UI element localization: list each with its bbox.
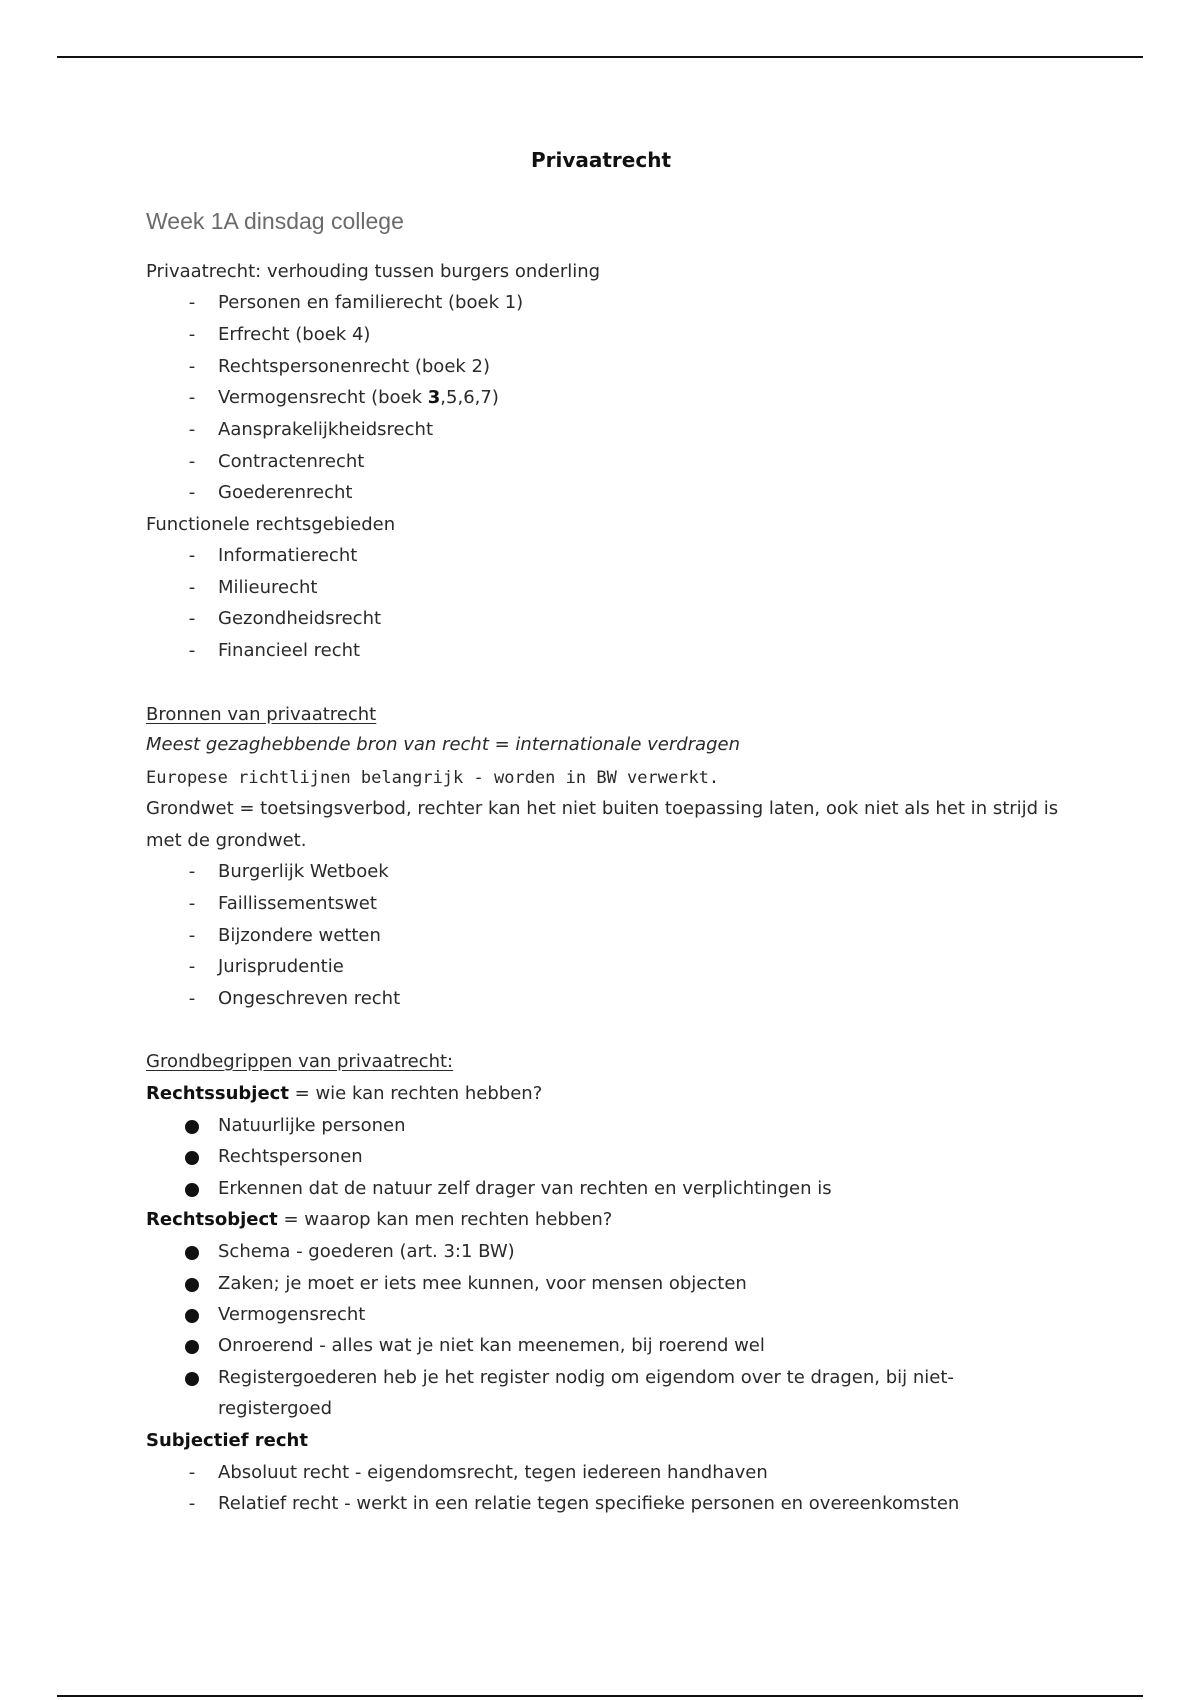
list-item: Onroerend - alles wat je niet kan meenemen, bij roerend wel (218, 1334, 765, 1358)
bottom-rule (57, 1695, 1143, 1697)
list-item: - Faillissementswet (218, 892, 377, 916)
list-item: - Absoluut recht - eigendomsrecht, tegen iedereen handhaven (218, 1461, 768, 1485)
section2-heading: Bronnen van privaatrecht (146, 704, 377, 725)
list-item: Registergoederen heb je het register nodig om eigendom over te dragen, bij niet- (218, 1366, 954, 1390)
dash-marker: - (188, 988, 196, 1009)
week-heading: Week 1A dinsdag college (146, 208, 404, 234)
bullet-icon (185, 1151, 199, 1165)
subjectief-heading: Subjectief recht (146, 1430, 308, 1451)
list-item: Natuurlijke personen (218, 1114, 406, 1138)
mono-line: Europese richtlijnen belangrijk - worden in BW verwerkt. (146, 768, 720, 788)
list-item: - Vermogensrecht (boek 3,5,6,7) (218, 386, 499, 410)
list-item: Vermogensrecht (218, 1303, 365, 1327)
list-item: Schema - goederen (art. 3:1 BW) (218, 1240, 515, 1264)
list-item: - Ongeschreven recht (218, 987, 400, 1011)
dash-marker: - (188, 925, 196, 946)
rechtssubject-line: Rechtssubject = wie kan rechten hebben? (146, 1083, 543, 1104)
dash-marker: - (188, 356, 196, 377)
list-item: - Goederenrecht (218, 481, 352, 505)
list-item: - Bijzondere wetten (218, 924, 381, 948)
list-item-continuation: registergoed (218, 1398, 333, 1419)
list-item: - Rechtspersonenrecht (boek 2) (218, 355, 490, 379)
list-item: - Financieel recht (218, 639, 360, 663)
list-item: Rechtspersonen (218, 1145, 363, 1169)
dash-marker: - (188, 324, 196, 345)
dash-marker: - (188, 893, 196, 914)
list-item: - Jurisprudentie (218, 955, 344, 979)
dash-marker: - (188, 545, 196, 566)
italic-line: Meest gezaghebbende bron van recht = internationale verdragen (146, 734, 740, 755)
list-item: - Aansprakelijkheidsrecht (218, 418, 433, 442)
list-item: - Relatief recht - werkt in een relatie tegen specifieke personen en overeenkomsten (218, 1492, 959, 1516)
page-title: Privaatrecht (530, 148, 672, 172)
list-item: - Contractenrecht (218, 450, 364, 474)
list-item: - Burgerlijk Wetboek (218, 860, 389, 884)
dash-marker: - (188, 956, 196, 977)
bullet-icon (185, 1340, 199, 1354)
bullet-icon (185, 1183, 199, 1197)
list-item: - Personen en familierecht (boek 1) (218, 291, 523, 315)
list-item: - Milieurecht (218, 576, 317, 600)
dash-marker: - (188, 451, 196, 472)
top-rule (57, 56, 1143, 58)
section3-heading: Grondbegrippen van privaatrecht: (146, 1051, 454, 1072)
list-item: Erkennen dat de natuur zelf drager van rechten en verplichtingen is (218, 1177, 832, 1201)
dash-marker: - (188, 419, 196, 440)
dash-marker: - (188, 577, 196, 598)
bullet-icon (185, 1120, 199, 1134)
dash-marker: - (188, 1462, 196, 1483)
list-item: - Gezondheidsrecht (218, 607, 381, 631)
dash-marker: - (188, 482, 196, 503)
dash-marker: - (188, 861, 196, 882)
bullet-icon (185, 1372, 199, 1386)
bullet-icon (185, 1246, 199, 1260)
section1-intro: Privaatrecht: verhouding tussen burgers onderling (146, 261, 601, 282)
dash-marker: - (188, 608, 196, 629)
dash-marker: - (188, 387, 196, 408)
bullet-icon (185, 1309, 199, 1323)
rechtsobject-line: Rechtsobject = waarop kan men rechten hebben? (146, 1209, 613, 1230)
grondwet-line-1: Grondwet = toetsingsverbod, rechter kan het niet buiten toepassing laten, ook niet als het in strijd is (146, 798, 1059, 819)
list-item: - Informatierecht (218, 544, 357, 568)
list-item: - Erfrecht (boek 4) (218, 323, 370, 347)
functional-heading: Functionele rechtsgebieden (146, 514, 396, 535)
dash-marker: - (188, 292, 196, 313)
list-item: Zaken; je moet er iets mee kunnen, voor mensen objecten (218, 1272, 747, 1296)
dash-marker: - (188, 640, 196, 661)
dash-marker: - (188, 1493, 196, 1514)
bullet-icon (185, 1278, 199, 1292)
grondwet-line-2: met de grondwet. (146, 830, 307, 851)
